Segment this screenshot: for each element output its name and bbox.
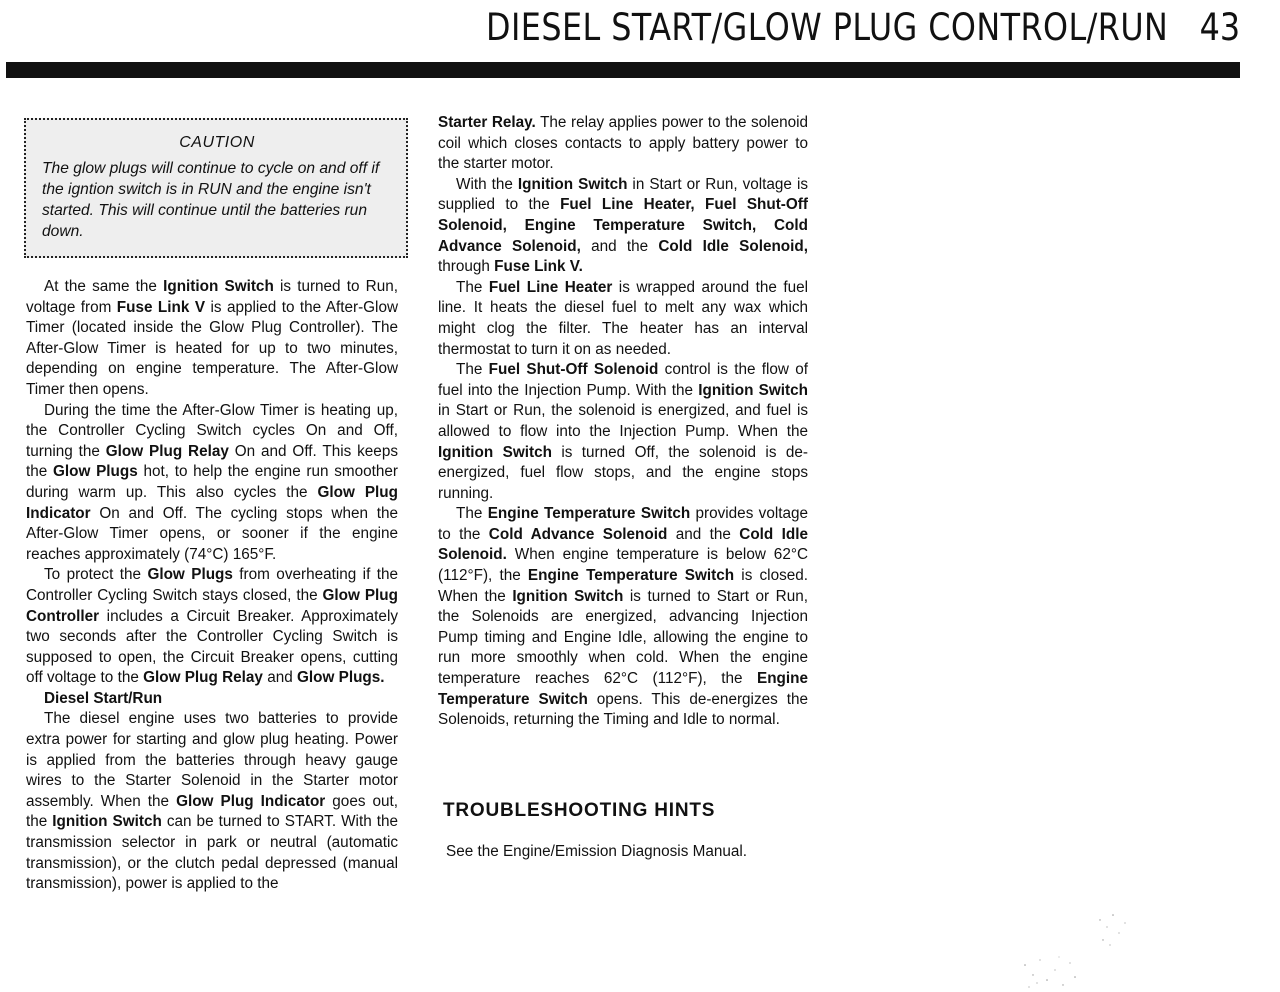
text-run: through bbox=[438, 258, 495, 276]
bold-term: Fuel Line Heater, Fuel Shut-Off Solenoid, Engine Temperature Switch, Cold Advance Solenoid, bbox=[438, 196, 808, 255]
text-run: includes a Circuit Breaker. Approximately two seconds after the Controller Cycling Switch is supposed to open, the Circuit Breaker opens, cutting off voltage to the bbox=[26, 607, 398, 687]
text-run: and bbox=[262, 669, 297, 687]
bold-term: Glow Plug Relay bbox=[105, 442, 229, 460]
text-run: is wrapped around the fuel line. It heats the diesel fuel to melt any wax which might clog the filter. The heater has an interval thermostat to turn it on as needed. bbox=[438, 278, 808, 358]
text-run: The bbox=[456, 278, 489, 296]
bold-term: Glow Plugs bbox=[52, 463, 138, 481]
text-run: At the same the bbox=[44, 278, 164, 295]
text-run: The relay applies power to the solenoid coil which closes contacts to apply battery power to the starter motor. bbox=[438, 114, 808, 173]
left-column bbox=[26, 277, 398, 895]
bold-term: Engine Temperature Switch bbox=[527, 567, 735, 585]
page-header-title: DIESEL START/GLOW PLUG CONTROL/RUN bbox=[485, 6, 1168, 49]
bold-term: Fuse Link V bbox=[116, 298, 206, 316]
bold-term: Glow Plug Indicator bbox=[26, 483, 398, 522]
bold-term: Fuel Shut-Off Solenoid bbox=[488, 361, 659, 379]
bold-term: Ignition Switch bbox=[163, 278, 274, 295]
troubleshooting-heading: TROUBLESHOOTING HINTS bbox=[443, 800, 716, 821]
section-subheading: Diesel Start/Run bbox=[44, 689, 163, 707]
text-run: With the bbox=[456, 175, 518, 193]
text-run: is applied to the After-Glow Timer (located inside the Glow Plug Controller). The After-Glow Timer is heated for up to two minutes, depending on engine temperature. The After-Glow Timer then opens. bbox=[26, 298, 399, 398]
caution-title: CAUTION bbox=[179, 134, 255, 151]
page-number: 43 bbox=[1199, 6, 1240, 49]
text-run: and the bbox=[580, 237, 659, 255]
right-paragraph-1 bbox=[438, 113, 808, 175]
text-run: hot, to help the engine run smoother during warm up. This also cycles the bbox=[26, 463, 398, 501]
bold-term: Glow Plugs. bbox=[296, 669, 385, 687]
text-run: To protect the bbox=[44, 566, 148, 584]
left-paragraph-3 bbox=[26, 565, 398, 689]
text-run: in Start or Run, voltage is supplied to the bbox=[438, 175, 808, 214]
bold-term: Ignition Switch bbox=[438, 443, 552, 461]
text-run: is turned to Start or Run, the Solenoids are energized, advancing Injection Pump timing and Engine Idle, allowing the engine to run more smoothly when cold. When the engine temperature reaches 62°C (112°F), the bbox=[438, 587, 808, 688]
text-run: When engine temperature is below 62°C (112°F), the bbox=[438, 546, 808, 585]
left-paragraph-4 bbox=[26, 709, 398, 894]
text-run: The bbox=[456, 361, 489, 379]
bold-term: Ignition Switch bbox=[52, 813, 162, 831]
text-run: is turned to Run, voltage from bbox=[26, 278, 398, 316]
text-run: in Start or Run, the solenoid is energized, and fuel is allowed to flow into the Injection Pump. When the bbox=[438, 402, 808, 440]
text-run: The diesel engine uses two batteries to provide extra power for starting and glow plug heating. Power is applied from the batteries through heavy gauge wires to the Starter Solenoid in the Starter motor assembly. When the bbox=[26, 710, 398, 810]
text-run: provides voltage to the bbox=[438, 505, 808, 543]
left-paragraph-1 bbox=[26, 277, 398, 401]
text-run: control is the flow of fuel into the Injection Pump. With the bbox=[438, 361, 808, 399]
right-paragraph-3 bbox=[438, 278, 808, 360]
bold-term: Glow Plug Indicator bbox=[176, 792, 326, 810]
bold-term: Ignition Switch bbox=[517, 175, 628, 193]
text-run: is closed. When the bbox=[438, 567, 808, 605]
text-run: The bbox=[456, 505, 488, 523]
right-paragraph-4 bbox=[438, 360, 808, 504]
header-rule bbox=[6, 62, 1240, 78]
text-run: from overheating if the Controller Cycling Switch stays closed, the bbox=[26, 566, 398, 604]
scan-speckle bbox=[1015, 905, 1135, 990]
text-run: opens. This de-energizes the Solenoids, returning the Timing and Idle to normal. bbox=[438, 690, 808, 729]
bold-term: Ignition Switch bbox=[698, 381, 808, 399]
caution-text: The glow plugs will continue to cycle on and off if the igntion switch is in RUN and the engine isn't started. This will continue until the batteries run down. bbox=[42, 160, 380, 240]
left-paragraph-2 bbox=[26, 401, 398, 566]
bold-term: Glow Plugs bbox=[147, 566, 233, 584]
text-run: and the bbox=[667, 525, 740, 543]
bold-term: Cold Advance Solenoid bbox=[488, 525, 668, 543]
text-run: On and Off. The cycling stops when the After-Glow Timer opens, or sooner if the engine reaches approximately (74°C) 165°F. bbox=[26, 504, 398, 563]
bold-term: Ignition Switch bbox=[512, 587, 624, 605]
text-run: goes out, the bbox=[26, 792, 399, 831]
text-run: is turned Off, the solenoid is de-energized, fuel flow stops, and the engine stops running. bbox=[438, 443, 808, 502]
bold-term: Fuel Line Heater bbox=[488, 278, 613, 296]
text-run: During the time the After-Glow Timer is heating up, the Controller Cycling Switch cycles On and Off, turning the bbox=[26, 401, 398, 460]
bold-term: Glow Plug Controller bbox=[26, 586, 398, 625]
caution-box bbox=[24, 118, 408, 258]
bold-term: Cold Idle Solenoid, bbox=[658, 237, 808, 255]
right-paragraph-5 bbox=[438, 504, 808, 731]
bold-term: Fuse Link V. bbox=[494, 258, 583, 276]
right-column bbox=[438, 113, 808, 731]
bold-term: Starter Relay. bbox=[438, 114, 536, 131]
troubleshooting-text: See the Engine/Emission Diagnosis Manual. bbox=[446, 843, 748, 860]
text-run: can be turned to START. With the transmission selector in park or neutral (automatic transmission), or the clutch pedal depressed (manual transmission), power is applied to the bbox=[26, 813, 398, 893]
bold-term: Engine Temperature Switch bbox=[438, 670, 808, 708]
bold-term: Glow Plug Relay bbox=[143, 669, 263, 687]
bold-term: Cold Idle Solenoid. bbox=[438, 525, 808, 564]
text-run: On and Off. This keeps the bbox=[26, 442, 398, 481]
bold-term: Engine Temperature Switch bbox=[487, 505, 691, 523]
right-paragraph-2 bbox=[438, 175, 808, 278]
